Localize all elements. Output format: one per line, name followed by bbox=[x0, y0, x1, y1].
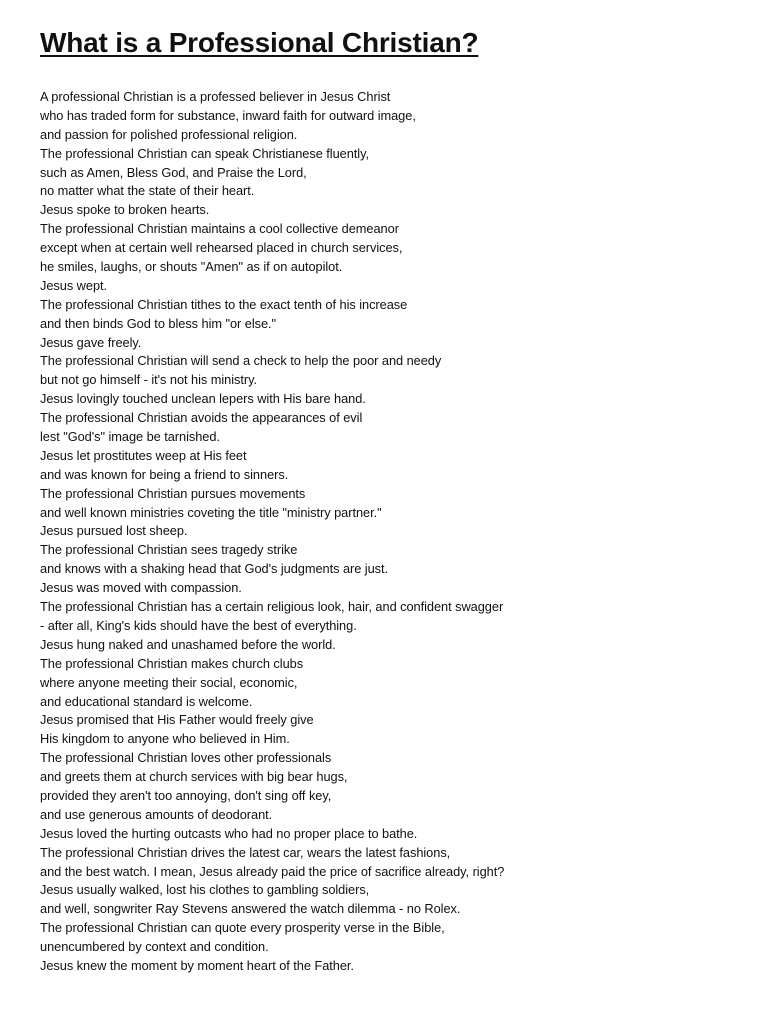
text-line: and then binds God to bless him "or else." bbox=[40, 315, 277, 331]
text-line: but not go himself - it's not his ministry. bbox=[40, 372, 257, 388]
text-line: Jesus promised that His Father would freely give bbox=[40, 712, 314, 728]
text-line: such as Amen, Bless God, and Praise the Lord, bbox=[40, 164, 307, 180]
text-line: The professional Christian has a certain religious look, hair, and confident swagger bbox=[40, 599, 504, 615]
text-line: The professional Christian avoids the appearances of evil bbox=[40, 410, 363, 426]
text-line: Jesus usually walked, lost his clothes to gambling soldiers, bbox=[40, 882, 370, 898]
text-line: A professional Christian is a professed believer in Jesus Christ bbox=[40, 89, 391, 104]
text-line: and greets them at church services with big bear hugs, bbox=[40, 769, 348, 785]
text-line: Jesus let prostitutes weep at His feet bbox=[40, 447, 247, 463]
text-line: Jesus knew the moment by moment heart of the Father. bbox=[40, 957, 354, 973]
text-line: unencumbered by context and condition. bbox=[40, 939, 269, 955]
document-body bbox=[40, 88, 750, 976]
text-line: The professional Christian can quote every prosperity verse in the Bible, bbox=[40, 920, 445, 936]
text-line: The professional Christian tithes to the exact tenth of his increase bbox=[40, 296, 408, 312]
text-line: - after all, King's kids should have the best of everything. bbox=[40, 617, 357, 633]
text-line: Jesus lovingly touched unclean lepers with His bare hand. bbox=[40, 391, 366, 407]
text-line: and passion for polished professional religion. bbox=[40, 126, 298, 142]
text-line: The professional Christian pursues movements bbox=[40, 485, 306, 501]
text-line: lest "God's" image be tarnished. bbox=[40, 429, 220, 445]
text-line: and educational standard is welcome. bbox=[40, 693, 253, 709]
text-line: and well known ministries coveting the title "ministry partner." bbox=[40, 504, 382, 520]
text-line: Jesus was moved with compassion. bbox=[40, 580, 242, 596]
text-line: Jesus pursued lost sheep. bbox=[40, 523, 188, 539]
text-line: and the best watch. I mean, Jesus already paid the price of sacrifice already, right? bbox=[40, 863, 505, 879]
text-line: and well, songwriter Ray Stevens answered the watch dilemma - no Rolex. bbox=[40, 901, 461, 917]
text-line: provided they aren't too annoying, don't sing off key, bbox=[40, 787, 332, 803]
document-title: What is a Professional Christian? bbox=[40, 27, 479, 58]
text-line: The professional Christian makes church clubs bbox=[40, 655, 304, 671]
text-line: The professional Christian can speak Christianese fluently, bbox=[40, 145, 369, 161]
text-line: and was known for being a friend to sinners. bbox=[40, 466, 289, 482]
text-line: The professional Christian sees tragedy strike bbox=[40, 542, 298, 558]
text-line: no matter what the state of their heart. bbox=[40, 183, 255, 199]
text-line: Jesus wept. bbox=[40, 277, 108, 293]
text-line: His kingdom to anyone who believed in Him. bbox=[40, 731, 290, 747]
text-line: except when at certain well rehearsed placed in church services, bbox=[40, 240, 403, 256]
text-line: Jesus spoke to broken hearts. bbox=[40, 202, 210, 218]
text-line: Jesus gave freely. bbox=[40, 334, 142, 350]
text-line: Jesus hung naked and unashamed before the world. bbox=[40, 636, 336, 652]
text-line: The professional Christian loves other professionals bbox=[40, 750, 332, 766]
text-line: The professional Christian maintains a cool collective demeanor bbox=[40, 221, 399, 237]
text-line: and knows with a shaking head that God's judgments are just. bbox=[40, 561, 389, 577]
text-line: where anyone meeting their social, economic, bbox=[40, 674, 298, 690]
text-line: and use generous amounts of deodorant. bbox=[40, 806, 273, 822]
text-line: who has traded form for substance, inward faith for outward image, bbox=[40, 107, 416, 123]
text-line: Jesus loved the hurting outcasts who had no proper place to bathe. bbox=[40, 825, 418, 841]
text-line: The professional Christian will send a check to help the poor and needy bbox=[40, 353, 442, 369]
text-line: he smiles, laughs, or shouts "Amen" as if on autopilot. bbox=[40, 259, 343, 275]
text-line: The professional Christian drives the latest car, wears the latest fashions, bbox=[40, 844, 451, 860]
